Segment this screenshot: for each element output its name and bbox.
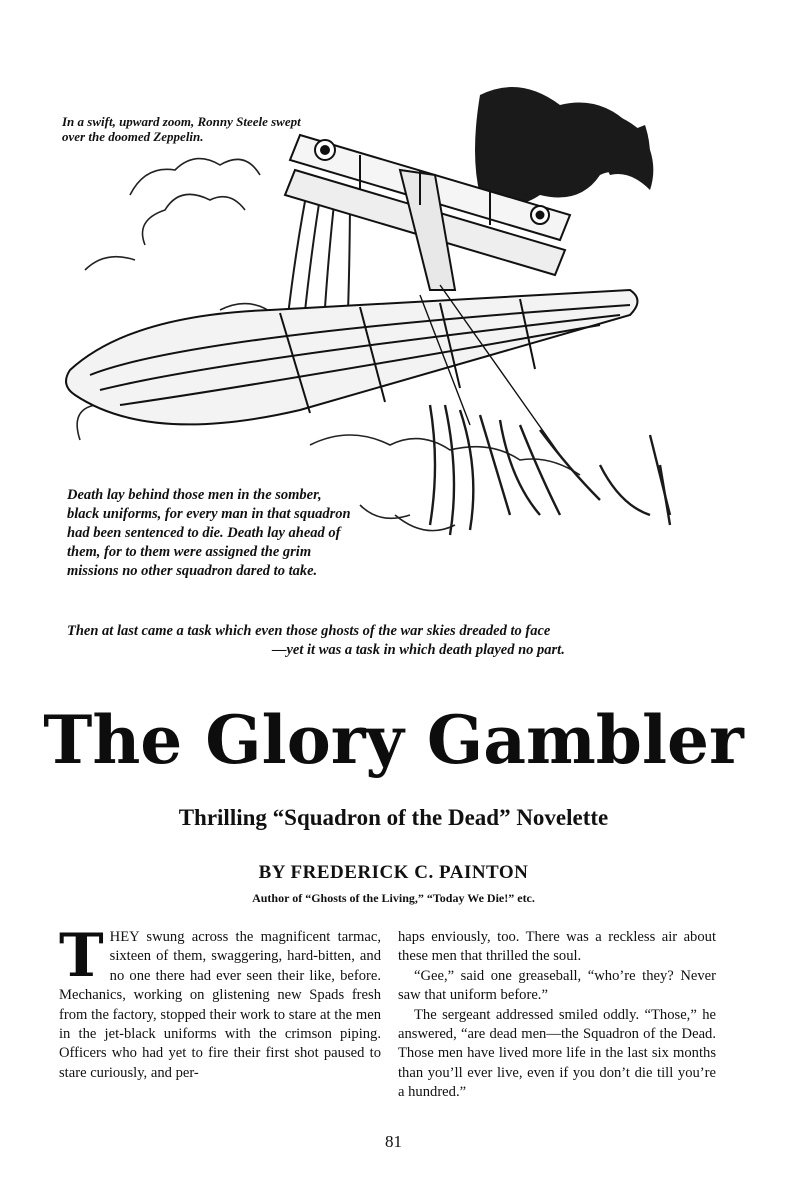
page-number: 81 [385,1132,402,1151]
body-paragraph-continued: haps enviously, too. There was a reckless air about these men that thrilled the soul. [398,929,716,965]
falling-smoke [430,405,670,535]
body-paragraph-3: The sergeant addressed smiled oddly. “Those,” he answered, “are dead men—the Squadron of the Dead. Those men have lived more life in the last six months than you’ll ever live, even if you don’t die till you’re a hundred.” [398,1006,716,1101]
body-paragraph-1 [59,921,381,1083]
body-column-right [398,928,716,1103]
story-title: The Glory Gambler [43,701,744,779]
illustration-caption-top: In a swift, upward zoom, Ronny Steele swept over the doomed Zeppelin. [62,114,301,144]
body-paragraph-1-text: HEY swung across the magnificent tarmac, sixteen of them, swaggering, hard-bitten, and no one there had ever seen their like, before. Mechanics, working on glistening new Spads fresh from the factory, stopped their work to stare at the men in the jet-black uniforms with the crimson piping. Officers who had yet to fire their first shot paused to stare curiously, and per- [59,929,381,1081]
illustration-caption-wide [67,622,727,660]
caption-wide-line-2: —yet it was a task in which death played no part. [272,642,565,658]
body-paragraph-2: “Gee,” said one greaseball, “who’re they? Never saw that uniform before.” [398,967,716,1004]
caption-wide-line-1: Then at last came a task which even those ghosts of the war skies dreaded to face [67,623,551,639]
author-credits: Author of “Ghosts of the Living,” “Today We Die!” etc. [252,891,535,905]
body-column-left [59,921,381,1083]
drop-cap: T [59,921,104,991]
smoke-plume [475,87,653,205]
story-subtitle: Thrilling “Squadron of the Dead” Novelette [178,805,609,830]
author-byline: BY FREDERICK C. PAINTON [258,862,529,883]
zeppelin [66,290,638,424]
illustration-caption-bottom: Death lay behind those men in the somber, black uniforms, for every man in that squadron had been sentenced to die. Death lay ahead of them, for to them were assigned the grim missions no other squadron dared to take. [67,487,351,579]
